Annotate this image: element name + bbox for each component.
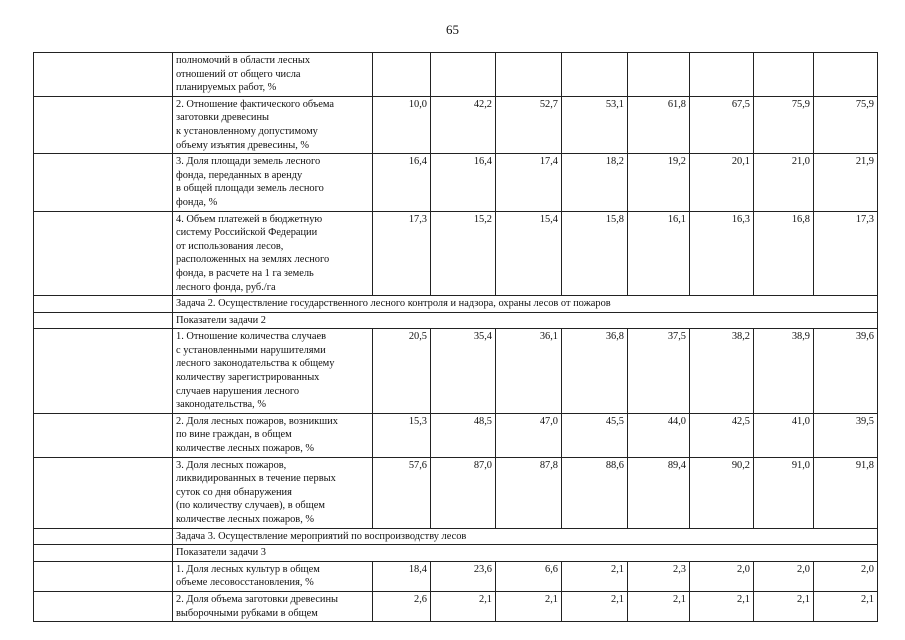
value-cell: 16,4 — [373, 154, 431, 211]
value-cell: 42,5 — [690, 413, 754, 457]
indicator-description: 2. Доля лесных пожаров, возникших по вине граждан, в общем количестве лесных пожаров, % — [173, 413, 373, 457]
table-row — [34, 413, 878, 457]
value-cell: 2,1 — [628, 591, 690, 621]
value-cell — [628, 53, 690, 97]
value-cell: 2,1 — [431, 591, 496, 621]
value-cell: 52,7 — [496, 96, 562, 153]
value-cell: 2,1 — [562, 561, 628, 591]
value-cell: 88,6 — [562, 457, 628, 528]
value-cell: 38,2 — [690, 329, 754, 414]
indicator-description: 1. Отношение количества случаев с установленными нарушителями лесного законодательства к общему количеству зарегистрированных случаев нарушения лесного законодательства, % — [173, 329, 373, 414]
table-row — [34, 329, 878, 414]
value-cell: 16,8 — [754, 211, 814, 296]
value-cell: 19,2 — [628, 154, 690, 211]
value-cell: 20,5 — [373, 329, 431, 414]
value-cell — [690, 53, 754, 97]
table-row — [34, 591, 878, 621]
value-cell — [431, 53, 496, 97]
value-cell: 45,5 — [562, 413, 628, 457]
section-heading: Показатели задачи 3 — [173, 545, 878, 562]
value-cell: 16,3 — [690, 211, 754, 296]
blank-cell — [34, 545, 173, 562]
value-cell — [496, 53, 562, 97]
value-cell: 87,8 — [496, 457, 562, 528]
value-cell: 44,0 — [628, 413, 690, 457]
value-cell: 2,1 — [690, 591, 754, 621]
table-row — [34, 457, 878, 528]
section-heading: Показатели задачи 2 — [173, 312, 878, 329]
table-body — [34, 53, 878, 622]
table-row — [34, 154, 878, 211]
value-cell: 87,0 — [431, 457, 496, 528]
page-number: 65 — [446, 22, 459, 37]
value-cell: 61,8 — [628, 96, 690, 153]
value-cell: 17,3 — [814, 211, 878, 296]
value-cell: 35,4 — [431, 329, 496, 414]
blank-cell — [34, 561, 173, 591]
value-cell: 17,3 — [373, 211, 431, 296]
value-cell: 39,6 — [814, 329, 878, 414]
value-cell — [754, 53, 814, 97]
blank-cell — [34, 154, 173, 211]
blank-cell — [34, 53, 173, 97]
value-cell: 75,9 — [754, 96, 814, 153]
value-cell: 15,4 — [496, 211, 562, 296]
indicator-description: 2. Доля объема заготовки древесины выборочными рубками в общем — [173, 591, 373, 621]
indicator-description: 2. Отношение фактического объема заготовки древесины к установленному допустимому объему изъятия древесины, % — [173, 96, 373, 153]
section-heading: Задача 2. Осуществление государственного лесного контроля и надзора, охраны лесов от пожаров — [173, 296, 878, 313]
value-cell: 18,2 — [562, 154, 628, 211]
value-cell: 38,9 — [754, 329, 814, 414]
value-cell: 37,5 — [628, 329, 690, 414]
value-cell: 2,0 — [690, 561, 754, 591]
value-cell: 48,5 — [431, 413, 496, 457]
table-row — [34, 53, 878, 97]
value-cell: 15,3 — [373, 413, 431, 457]
value-cell: 75,9 — [814, 96, 878, 153]
blank-cell — [34, 96, 173, 153]
blank-cell — [34, 591, 173, 621]
value-cell: 17,4 — [496, 154, 562, 211]
value-cell: 47,0 — [496, 413, 562, 457]
value-cell: 2,0 — [814, 561, 878, 591]
value-cell: 18,4 — [373, 561, 431, 591]
table-row — [34, 561, 878, 591]
section-row — [34, 312, 878, 329]
blank-cell — [34, 211, 173, 296]
value-cell: 16,1 — [628, 211, 690, 296]
blank-cell — [34, 329, 173, 414]
value-cell: 20,1 — [690, 154, 754, 211]
blank-cell — [34, 296, 173, 313]
value-cell: 39,5 — [814, 413, 878, 457]
indicator-description: 3. Доля лесных пожаров, ликвидированных в течение первых суток со дня обнаружения (по количеству случаев), в общем количестве лесных пожаров, % — [173, 457, 373, 528]
indicators-table — [33, 52, 878, 622]
indicator-description: полномочий в области лесных отношений от общего числа планируемых работ, % — [173, 53, 373, 97]
indicator-description: 3. Доля площади земель лесного фонда, переданных в аренду в общей площади земель лесного фонда, % — [173, 154, 373, 211]
value-cell: 89,4 — [628, 457, 690, 528]
indicator-description: 1. Доля лесных культур в общем объеме лесовосстановления, % — [173, 561, 373, 591]
value-cell: 42,2 — [431, 96, 496, 153]
section-row — [34, 545, 878, 562]
value-cell: 2,6 — [373, 591, 431, 621]
value-cell: 36,8 — [562, 329, 628, 414]
value-cell: 90,2 — [690, 457, 754, 528]
value-cell: 6,6 — [496, 561, 562, 591]
blank-cell — [34, 413, 173, 457]
value-cell: 36,1 — [496, 329, 562, 414]
value-cell: 91,8 — [814, 457, 878, 528]
value-cell: 16,4 — [431, 154, 496, 211]
value-cell: 57,6 — [373, 457, 431, 528]
blank-cell — [34, 457, 173, 528]
value-cell: 15,2 — [431, 211, 496, 296]
value-cell: 2,0 — [754, 561, 814, 591]
value-cell: 91,0 — [754, 457, 814, 528]
value-cell: 2,1 — [496, 591, 562, 621]
value-cell — [373, 53, 431, 97]
blank-cell — [34, 312, 173, 329]
section-row — [34, 528, 878, 545]
value-cell: 67,5 — [690, 96, 754, 153]
value-cell: 41,0 — [754, 413, 814, 457]
table-row — [34, 96, 878, 153]
indicator-description: 4. Объем платежей в бюджетную систему Российской Федерации от использования лесов, расположенных на землях лесного фонда, в расчете на 1 га земель лесного фонда, руб./га — [173, 211, 373, 296]
blank-cell — [34, 528, 173, 545]
value-cell: 21,9 — [814, 154, 878, 211]
value-cell: 2,3 — [628, 561, 690, 591]
value-cell: 2,1 — [814, 591, 878, 621]
value-cell: 53,1 — [562, 96, 628, 153]
value-cell: 2,1 — [754, 591, 814, 621]
value-cell: 23,6 — [431, 561, 496, 591]
value-cell: 15,8 — [562, 211, 628, 296]
value-cell: 10,0 — [373, 96, 431, 153]
section-row — [34, 296, 878, 313]
section-heading: Задача 3. Осуществление мероприятий по воспроизводству лесов — [173, 528, 878, 545]
value-cell: 2,1 — [562, 591, 628, 621]
value-cell — [562, 53, 628, 97]
value-cell — [814, 53, 878, 97]
value-cell: 21,0 — [754, 154, 814, 211]
table-row — [34, 211, 878, 296]
